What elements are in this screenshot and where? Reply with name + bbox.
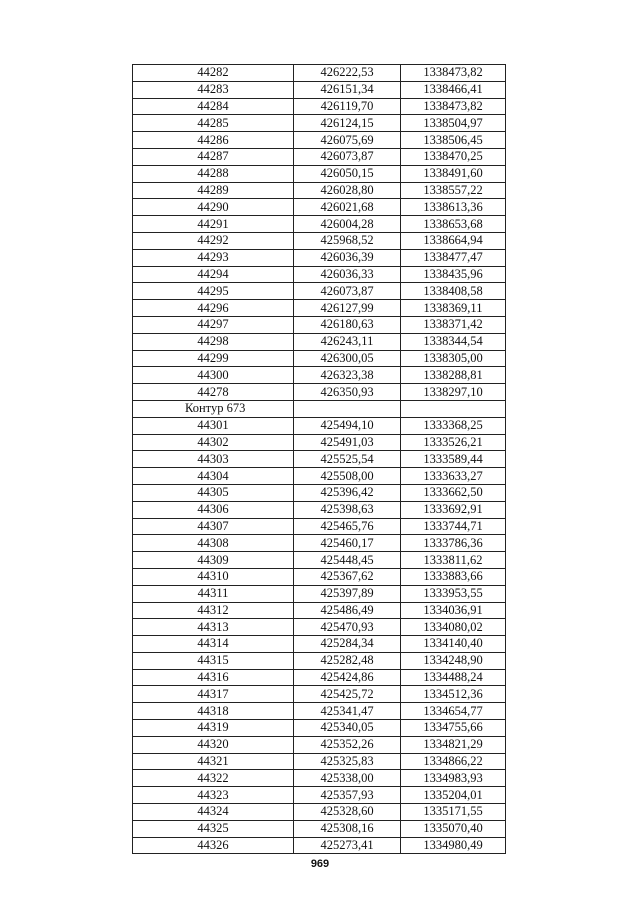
table-row: [133, 384, 506, 401]
table-row: [133, 115, 506, 132]
x-coordinate-cell: 425491,03: [294, 434, 401, 451]
y-coordinate-cell: 1338477,47: [401, 249, 506, 266]
point-number-cell: 44297: [133, 316, 294, 333]
table-row: [133, 300, 506, 317]
x-coordinate-cell: 426350,93: [294, 384, 401, 401]
y-coordinate-cell: 1335204,01: [401, 787, 506, 804]
x-coordinate-cell: 425396,42: [294, 484, 401, 501]
x-coordinate-cell: 425465,76: [294, 518, 401, 535]
x-coordinate-cell: 426073,87: [294, 283, 401, 300]
point-number-cell: 44278: [133, 384, 294, 401]
x-coordinate-cell: 426300,05: [294, 350, 401, 367]
y-coordinate-cell: 1338297,10: [401, 384, 506, 401]
y-coordinate-cell: 1333953,55: [401, 585, 506, 602]
point-number-cell: 44295: [133, 283, 294, 300]
y-coordinate-cell: [401, 400, 506, 417]
y-coordinate-cell: 1333744,71: [401, 518, 506, 535]
x-coordinate-cell: 426243,11: [294, 333, 401, 350]
y-coordinate-cell: 1338473,82: [401, 65, 506, 82]
x-coordinate-cell: 425325,83: [294, 753, 401, 770]
y-coordinate-cell: 1338664,94: [401, 232, 506, 249]
table-row: [133, 501, 506, 518]
table-row: [133, 266, 506, 283]
y-coordinate-cell: 1333526,21: [401, 434, 506, 451]
table-row: [133, 518, 506, 535]
table-row: [133, 451, 506, 468]
point-number-cell: 44322: [133, 770, 294, 787]
x-coordinate-cell: 426119,70: [294, 98, 401, 115]
x-coordinate-cell: 425486,49: [294, 602, 401, 619]
x-coordinate-cell: 425273,41: [294, 837, 401, 854]
table-row: [133, 216, 506, 233]
x-coordinate-cell: 425308,16: [294, 820, 401, 837]
point-number-cell: 44316: [133, 669, 294, 686]
y-coordinate-cell: 1334980,49: [401, 837, 506, 854]
table-row: [133, 367, 506, 384]
y-coordinate-cell: 1334036,91: [401, 602, 506, 619]
point-number-cell: 44313: [133, 619, 294, 636]
table-row: [133, 316, 506, 333]
x-coordinate-cell: 426036,33: [294, 266, 401, 283]
table-row: [133, 585, 506, 602]
y-coordinate-cell: 1333589,44: [401, 451, 506, 468]
point-number-cell: 44282: [133, 65, 294, 82]
y-coordinate-cell: 1335070,40: [401, 820, 506, 837]
table-row: [133, 468, 506, 485]
point-number-cell: 44301: [133, 417, 294, 434]
y-coordinate-cell: 1334654,77: [401, 703, 506, 720]
table-row: [133, 804, 506, 821]
point-number-cell: 44306: [133, 501, 294, 518]
table-row: [133, 686, 506, 703]
table-row: [133, 333, 506, 350]
y-coordinate-cell: 1334821,29: [401, 736, 506, 753]
x-coordinate-cell: 426036,39: [294, 249, 401, 266]
table-row: [133, 148, 506, 165]
table-row: [133, 602, 506, 619]
page-number: 969: [310, 858, 330, 870]
x-coordinate-cell: 426028,80: [294, 182, 401, 199]
point-number-cell: 44286: [133, 132, 294, 149]
y-coordinate-cell: 1335171,55: [401, 804, 506, 821]
y-coordinate-cell: 1333692,91: [401, 501, 506, 518]
x-coordinate-cell: 425398,63: [294, 501, 401, 518]
x-coordinate-cell: 425352,26: [294, 736, 401, 753]
point-number-cell: 44321: [133, 753, 294, 770]
point-number-cell: 44320: [133, 736, 294, 753]
table-row: [133, 98, 506, 115]
y-coordinate-cell: 1338466,41: [401, 81, 506, 98]
table-row: [133, 568, 506, 585]
x-coordinate-cell: 425508,00: [294, 468, 401, 485]
point-number-cell: 44312: [133, 602, 294, 619]
point-number-cell: 44314: [133, 636, 294, 653]
x-coordinate-cell: 425425,72: [294, 686, 401, 703]
y-coordinate-cell: 1338369,11: [401, 300, 506, 317]
x-coordinate-cell: 426124,15: [294, 115, 401, 132]
point-number-cell: 44302: [133, 434, 294, 451]
point-number-cell: 44311: [133, 585, 294, 602]
y-coordinate-cell: 1333662,50: [401, 484, 506, 501]
table-row: [133, 199, 506, 216]
coordinates-table: [132, 64, 506, 854]
y-coordinate-cell: 1338435,96: [401, 266, 506, 283]
point-number-cell: 44290: [133, 199, 294, 216]
point-number-cell: 44283: [133, 81, 294, 98]
table-row: [133, 720, 506, 737]
y-coordinate-cell: 1334140,40: [401, 636, 506, 653]
y-coordinate-cell: 1338504,97: [401, 115, 506, 132]
point-number-cell: 44304: [133, 468, 294, 485]
y-coordinate-cell: 1338473,82: [401, 98, 506, 115]
y-coordinate-cell: 1333633,27: [401, 468, 506, 485]
point-number-cell: 44287: [133, 148, 294, 165]
y-coordinate-cell: 1338613,36: [401, 199, 506, 216]
x-coordinate-cell: 425494,10: [294, 417, 401, 434]
x-coordinate-cell: 425470,93: [294, 619, 401, 636]
x-coordinate-cell: 426222,53: [294, 65, 401, 82]
point-number-cell: 44293: [133, 249, 294, 266]
point-number-cell: 44292: [133, 232, 294, 249]
point-number-cell: 44303: [133, 451, 294, 468]
table-row: [133, 552, 506, 569]
point-number-cell: 44294: [133, 266, 294, 283]
point-number-cell: 44307: [133, 518, 294, 535]
x-coordinate-cell: 425357,93: [294, 787, 401, 804]
point-number-cell: 44318: [133, 703, 294, 720]
x-coordinate-cell: 426127,99: [294, 300, 401, 317]
table-row: [133, 249, 506, 266]
table-row: [133, 417, 506, 434]
table-row: [133, 81, 506, 98]
x-coordinate-cell: 425367,62: [294, 568, 401, 585]
x-coordinate-cell: 425525,54: [294, 451, 401, 468]
x-coordinate-cell: 426180,63: [294, 316, 401, 333]
point-number-cell: 44289: [133, 182, 294, 199]
table-row: [133, 182, 506, 199]
table-row: [133, 753, 506, 770]
y-coordinate-cell: 1333883,66: [401, 568, 506, 585]
point-number-cell: 44323: [133, 787, 294, 804]
table-row: [133, 652, 506, 669]
point-number-cell: 44296: [133, 300, 294, 317]
x-coordinate-cell: 426021,68: [294, 199, 401, 216]
point-number-cell: 44284: [133, 98, 294, 115]
y-coordinate-cell: 1338408,58: [401, 283, 506, 300]
table-row: [133, 350, 506, 367]
y-coordinate-cell: 1338653,68: [401, 216, 506, 233]
table-row: [133, 132, 506, 149]
section-label: Контур 673: [133, 400, 294, 417]
point-number-cell: 44300: [133, 367, 294, 384]
point-number-cell: 44315: [133, 652, 294, 669]
point-number-cell: 44324: [133, 804, 294, 821]
x-coordinate-cell: 425282,48: [294, 652, 401, 669]
table-row: [133, 636, 506, 653]
table-row: [133, 232, 506, 249]
table-row: [133, 434, 506, 451]
y-coordinate-cell: 1338506,45: [401, 132, 506, 149]
x-coordinate-cell: 426323,38: [294, 367, 401, 384]
point-number-cell: 44305: [133, 484, 294, 501]
point-number-cell: 44309: [133, 552, 294, 569]
point-number-cell: 44317: [133, 686, 294, 703]
y-coordinate-cell: 1338470,25: [401, 148, 506, 165]
x-coordinate-cell: 425340,05: [294, 720, 401, 737]
point-number-cell: 44326: [133, 837, 294, 854]
table-row: [133, 619, 506, 636]
x-coordinate-cell: 425397,89: [294, 585, 401, 602]
point-number-cell: 44308: [133, 535, 294, 552]
y-coordinate-cell: 1338344,54: [401, 333, 506, 350]
x-coordinate-cell: 425338,00: [294, 770, 401, 787]
point-number-cell: 44298: [133, 333, 294, 350]
table-row: [133, 165, 506, 182]
y-coordinate-cell: 1338305,00: [401, 350, 506, 367]
x-coordinate-cell: 426073,87: [294, 148, 401, 165]
table-row: [133, 770, 506, 787]
table-row: [133, 736, 506, 753]
y-coordinate-cell: 1338288,81: [401, 367, 506, 384]
point-number-cell: 44299: [133, 350, 294, 367]
point-number-cell: 44291: [133, 216, 294, 233]
x-coordinate-cell: 425328,60: [294, 804, 401, 821]
table-row: [133, 787, 506, 804]
point-number-cell: 44285: [133, 115, 294, 132]
point-number-cell: 44288: [133, 165, 294, 182]
table-row: [133, 283, 506, 300]
point-number-cell: 44310: [133, 568, 294, 585]
table-row: [133, 837, 506, 854]
table-row: [133, 703, 506, 720]
y-coordinate-cell: 1333786,36: [401, 535, 506, 552]
y-coordinate-cell: 1338557,22: [401, 182, 506, 199]
x-coordinate-cell: 425448,45: [294, 552, 401, 569]
x-coordinate-cell: 426151,34: [294, 81, 401, 98]
x-coordinate-cell: 425460,17: [294, 535, 401, 552]
y-coordinate-cell: 1338371,42: [401, 316, 506, 333]
table-row: [133, 820, 506, 837]
y-coordinate-cell: 1333811,62: [401, 552, 506, 569]
table-row: [133, 484, 506, 501]
y-coordinate-cell: 1334488,24: [401, 669, 506, 686]
x-coordinate-cell: 426075,69: [294, 132, 401, 149]
x-coordinate-cell: [294, 400, 401, 417]
y-coordinate-cell: 1338491,60: [401, 165, 506, 182]
x-coordinate-cell: 426050,15: [294, 165, 401, 182]
y-coordinate-cell: 1333368,25: [401, 417, 506, 434]
section-header-row: [133, 400, 506, 417]
y-coordinate-cell: 1334755,66: [401, 720, 506, 737]
table-row: [133, 65, 506, 82]
y-coordinate-cell: 1334866,22: [401, 753, 506, 770]
y-coordinate-cell: 1334248,90: [401, 652, 506, 669]
y-coordinate-cell: 1334983,93: [401, 770, 506, 787]
x-coordinate-cell: 426004,28: [294, 216, 401, 233]
table-row: [133, 535, 506, 552]
coordinates-table-body: [133, 65, 506, 854]
y-coordinate-cell: 1334512,36: [401, 686, 506, 703]
x-coordinate-cell: 425424,86: [294, 669, 401, 686]
x-coordinate-cell: 425968,52: [294, 232, 401, 249]
table-row: [133, 669, 506, 686]
y-coordinate-cell: 1334080,02: [401, 619, 506, 636]
x-coordinate-cell: 425284,34: [294, 636, 401, 653]
point-number-cell: 44319: [133, 720, 294, 737]
x-coordinate-cell: 425341,47: [294, 703, 401, 720]
point-number-cell: 44325: [133, 820, 294, 837]
